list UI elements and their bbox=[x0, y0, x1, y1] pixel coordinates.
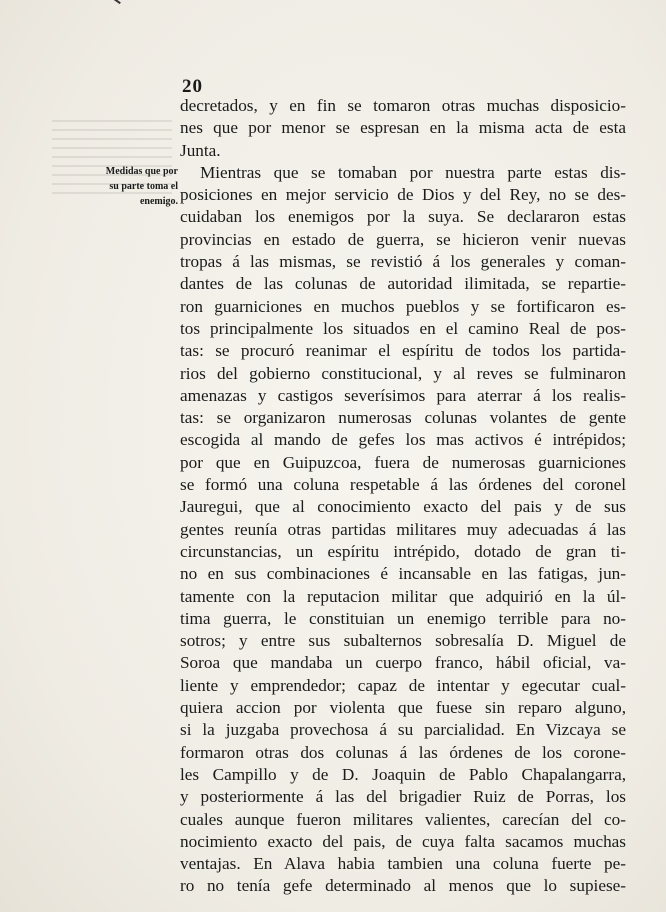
ink-mark bbox=[113, 0, 121, 4]
text-line: por que en Guipuzcoa, fuera de numerosas guarniciones bbox=[180, 452, 626, 472]
margin-note-line: enemigo. bbox=[139, 196, 178, 207]
paragraph-start-line: Mientras que se tomaban por nuestra parte estas dis- bbox=[200, 162, 626, 182]
text-line: quiera accion por violenta que fuese sin reparo alguno, bbox=[180, 698, 626, 718]
text-line: tas: se organizaron numerosas colunas volantes de gente bbox=[180, 408, 626, 428]
text-line: tos principalmente los situados en el camino Real de pos- bbox=[180, 318, 626, 338]
text-line: provincias en estado de guerra, se hicieron venir nuevas bbox=[180, 229, 626, 249]
text-line: rios del gobierno constitucional, y al reves se fulminaron bbox=[180, 363, 626, 383]
text-line: tropas á las mismas, se revistió á los generales y coman- bbox=[180, 252, 626, 272]
text-line: gentes reunía otras partidas militares muy adecuadas á las bbox=[180, 519, 626, 539]
text-line: Soroa que mandaba un cuerpo franco, hábil oficial, va- bbox=[180, 653, 626, 673]
text-line: ro no tenía gefe determinado al menos que lo supiese- bbox=[180, 876, 626, 896]
text-line: ron guarniciones en muchos pueblos y se fortificaron es- bbox=[180, 296, 626, 316]
text-line: si la juzgaba provechosa á su parcialidad. En Vizcaya se bbox=[180, 720, 626, 740]
text-line: escogida al mando de gefes los mas activos é intrépidos; bbox=[180, 430, 626, 450]
text-line: Jauregui, que al conocimiento exacto del pais y de sus bbox=[180, 497, 626, 517]
text-line: tas: se procuró reanimar el espíritu de todos los partida- bbox=[180, 341, 626, 361]
text-line: cuidaban los enemigos por la suya. Se declararon estas bbox=[180, 207, 626, 227]
text-line: sotros; y entre sus subalternos sobresalía D. Miguel de bbox=[180, 631, 626, 651]
margin-note-line: su parte toma el bbox=[109, 181, 178, 192]
text-line: liente y emprendedor; capaz de intentar y egecutar cual- bbox=[180, 675, 626, 695]
margin-note-line: Medidas que por bbox=[105, 166, 178, 177]
text-line: dantes de las colunas de autoridad ilimitada, se repartie- bbox=[180, 274, 626, 294]
margin-note bbox=[56, 164, 178, 209]
text-line: tima guerra, le constituian un enemigo terrible para no- bbox=[180, 608, 626, 628]
text-line: y posteriormente á las del brigadier Ruiz de Porras, los bbox=[180, 787, 626, 807]
text-line: tamente con la reputacion militar que adquirió en la úl- bbox=[180, 586, 626, 606]
text-line: ventajas. En Alava habia tambien una coluna fuerte pe- bbox=[180, 854, 626, 874]
text-line: nes que por menor se espresan en la misma acta de esta bbox=[180, 118, 626, 138]
text-line: amenazas y castigos severísimos para aterrar á los realis- bbox=[180, 385, 626, 405]
text-line: nocimiento exacto del pais, de cuya falta sacamos muchas bbox=[180, 831, 626, 851]
page-number: 20 bbox=[182, 76, 203, 97]
text-line: les Campillo y de D. Joaquin de Pablo Chapalangarra, bbox=[180, 764, 626, 784]
text-line: se formó una coluna respetable á las órdenes del coronel bbox=[180, 475, 626, 495]
text-line: circunstancias, un espíritu intrépido, dotado de gran ti- bbox=[180, 541, 626, 561]
text-line: posiciones en mejor servicio de Dios y del Rey, no se des- bbox=[180, 185, 626, 205]
text-line: decretados, y en fin se tomaron otras muchas disposicio- bbox=[180, 96, 626, 115]
text-line: Junta. bbox=[180, 140, 221, 160]
text-line: no en sus combinaciones é incansable en las fatigas, jun- bbox=[180, 564, 626, 584]
body-text bbox=[180, 95, 626, 898]
text-line: formaron otras dos colunas á las órdenes de los corone- bbox=[180, 742, 626, 762]
text-line: cuales aunque fueron militares valientes, carecían del co- bbox=[180, 809, 626, 829]
